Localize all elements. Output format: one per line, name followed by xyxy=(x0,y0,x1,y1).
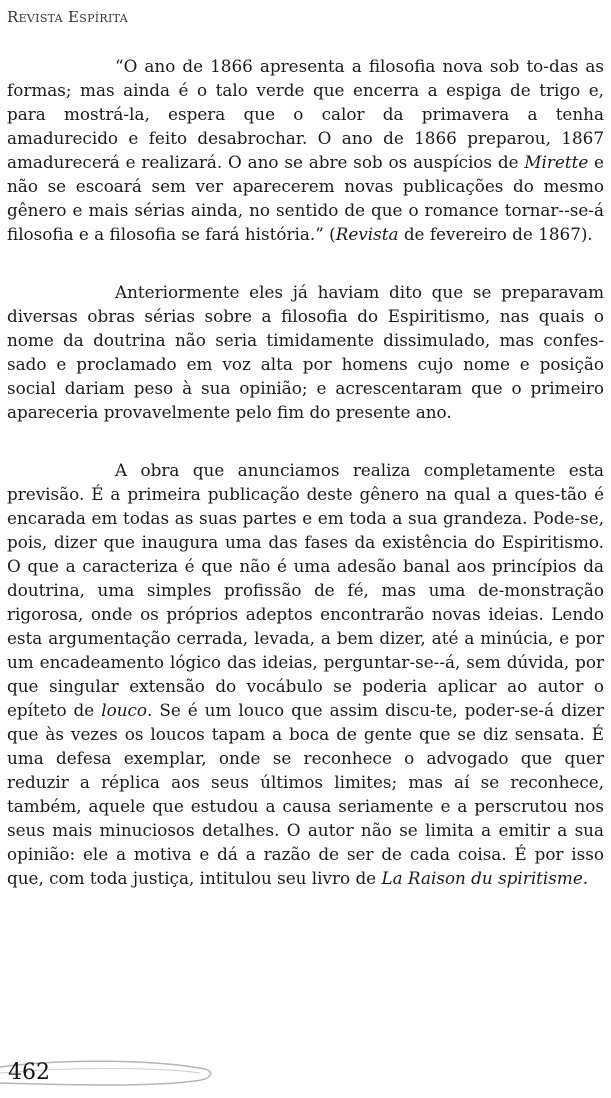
text-run: de fevereiro de 1867). xyxy=(398,224,593,244)
page-number: 462 xyxy=(8,1060,50,1085)
running-header-title: Revista Espírita xyxy=(7,8,128,26)
text-run: “O ano de 1866 apresenta a filosofia nova sob to-das as formas; mas ainda é o talo verde que encerra a espiga de trigo e, para mostrá-la, espera que o calor da primavera a tenha amadurecido e feito desabrochar. O ano de 1866 preparou, 1867 amadurecerá e realizará. O ano se abre sob os auspícios de xyxy=(7,56,604,172)
paragraph-review xyxy=(7,458,604,890)
text-run: . Se é um louco que assim discu-te, poder-se-á dizer que às vezes os loucos tapam a boca de gente que se diz sensata. É uma defesa exemplar, onde se reconhece o advogado que quer reduzir a réplica aos seus últimos limites; mas aí se reconhece, também, aquele que estudou a causa seriamente e a perscrutou nos seus mais minuciosos detalhes. O autor não se limita a emitir a sua opinião: ele a motiva e dá a razão de ser de cada coisa. É por isso que, com toda justiça, intitulou seu livro de xyxy=(7,700,604,888)
italic-word-louco: louco xyxy=(101,700,147,720)
paragraph-quote xyxy=(7,54,604,246)
italic-title-revista: Revista xyxy=(335,224,399,244)
text-run: e não se escoará sem ver aparecerem novas publicações do mesmo gênero e mais sérias ainda, no sentido de que o romance tornar--se-á filosofia e a filosofia se fará história.” ( xyxy=(7,152,604,244)
text-run: Anteriormente eles já haviam dito que se preparavam diversas obras sérias sobre a filosofia do Espiritismo, nas quais o nome da doutrina não seria timidamente dissimulado, mas confes-sado e proclamado em voz alta por homens cujo nome e posição social dariam peso à sua opinião; e acrescentaram que o primeiro apareceria provavelmente pelo fim do presente ano. xyxy=(7,282,604,422)
body-text xyxy=(7,54,604,924)
italic-book-title: La Raison du spiritisme. xyxy=(381,868,589,888)
italic-title-mirette: Mirette xyxy=(524,152,589,172)
paragraph-announcement xyxy=(7,280,604,424)
text-run: A obra que anunciamos realiza completamente esta previsão. É a primeira publicação deste gênero na qual a ques-tão é encarada em todas as suas partes e em toda a sua grandeza. Pode-se, pois, dizer que inaugura uma das fases da existência do Espiritismo. O que a caracteriza é que não é uma adesão banal aos princípios da doutrina, uma simples profissão de fé, mas uma de-monstração rigorosa, onde os próprios adeptos encontrarão novas ideias. Lendo esta argumentação cerrada, levada, a bem dizer, até a minúcia, e por um encadeamento lógico das ideias, perguntar-se--á, sem dúvida, por que singular extensão do vocábulo se poderia aplicar ao autor o epíteto de xyxy=(7,460,604,720)
running-header xyxy=(7,8,128,26)
